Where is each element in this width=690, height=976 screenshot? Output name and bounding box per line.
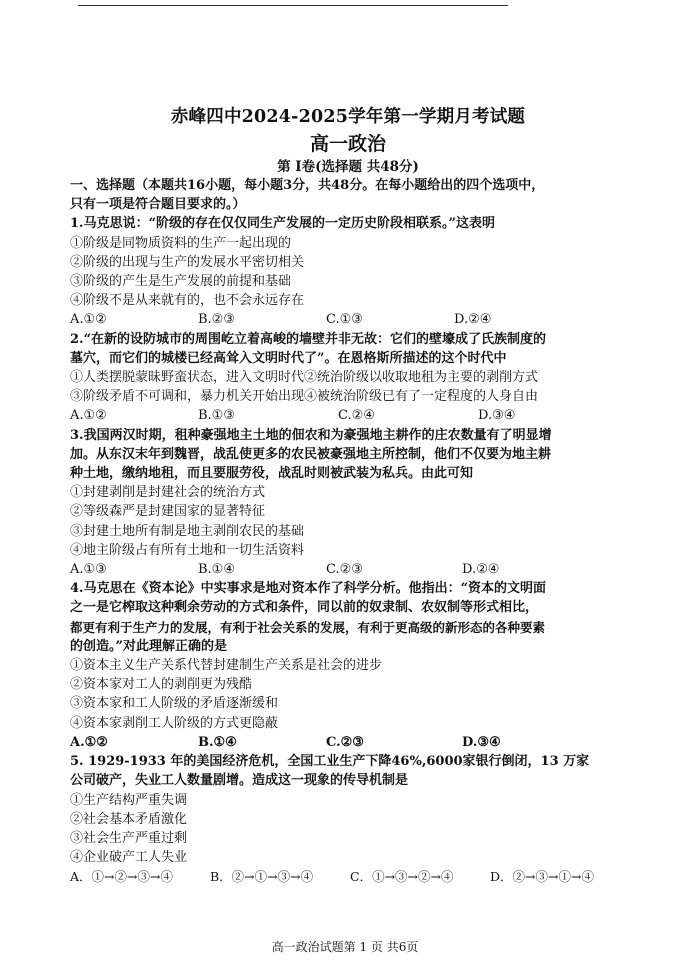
option-b[interactable]: B．②→①→③→④	[210, 869, 314, 885]
statement-item: ①阶级是同物质资料的生产一起出现的	[70, 235, 292, 251]
statement-item: ①人类摆脱蒙昧野蛮状态，进入文明时代②统治阶级以收取地租为主要的剥削方式	[70, 370, 539, 386]
statement-item: ③封建土地所有制是地主剥削农民的基础	[70, 523, 305, 539]
page-footer: 高一政治试题第 1 页 共6页	[271, 940, 419, 954]
question-2	[70, 330, 626, 426]
instructions-line: 只有一项是符合题目要求的。）	[70, 197, 246, 213]
option-a[interactable]: A.①③	[70, 562, 107, 578]
option-c[interactable]: C.②③	[326, 734, 364, 750]
option-c[interactable]: C．①→③→②→④	[350, 869, 454, 885]
answer-options	[70, 406, 626, 425]
statement-item: ③阶级矛盾不可调和，暴力机关开始出现④被统治阶级已有了一定程度的人身自由	[70, 389, 539, 405]
exam-subject: 高一政治	[309, 133, 386, 155]
answer-options	[70, 310, 626, 329]
section-heading: 第 Ⅰ卷(选择题 共48分)	[277, 159, 419, 175]
option-d[interactable]: D.②④	[462, 562, 500, 578]
statement-item: ②阶级的出现与生产的发展水平密切相关	[70, 254, 305, 270]
statement-item: ①封建剥削是封建社会的统治方式	[70, 485, 266, 501]
question-stem: 1.马克思说：“阶级的存在仅仅同生产发展的一定历史阶段相联系。”这表明	[70, 216, 496, 232]
option-d[interactable]: D.③④	[478, 408, 516, 424]
option-b[interactable]: B.①③	[198, 408, 235, 424]
option-d[interactable]: D.②④	[454, 312, 492, 328]
question-stem: 之一是它榨取这种剩余劳动的方式和条件，同以前的奴隶制、农奴制等形式相比，	[70, 600, 539, 616]
statement-item: ③阶级的产生是生产发展的前提和基础	[70, 274, 292, 290]
option-c[interactable]: C.②③	[326, 562, 363, 578]
option-a[interactable]: A.①②	[70, 312, 107, 328]
statement-item: ①资本主义生产关系代替封建制生产关系是社会的进步	[70, 658, 383, 674]
statement-item: ④阶级不是从来就有的，也不会永远存在	[70, 293, 305, 309]
statement-item: ③社会生产严重过剩	[70, 830, 188, 846]
answer-options	[70, 733, 626, 752]
question-1	[70, 214, 626, 329]
question-stem: 3.我国两汉时期，租种豪强地主土地的佃农和为豪强地主耕作的庄农数量有了明显增	[70, 427, 552, 443]
answer-options	[70, 560, 626, 579]
option-d[interactable]: D．②→③→①→④	[490, 869, 594, 885]
exam-page	[70, 104, 626, 887]
statement-item: ③资本家和工人阶级的矛盾逐渐缓和	[70, 696, 279, 712]
exam-title: 赤峰四中2024-2025学年第一学期月考试题	[170, 107, 526, 127]
statement-item: ④地主阶级占有所有土地和一切生活资料	[70, 542, 305, 558]
option-b[interactable]: B.②③	[198, 312, 235, 328]
statement-item: ①生产结构严重失调	[70, 792, 188, 808]
question-stem: 种土地，缴纳地租，而且要服劳役，战乱时则被武装为私兵。由此可知	[70, 466, 474, 482]
question-stem: 都更有利于生产力的发展，有利于社会关系的发展，有利于更高级的新形态的各种要素	[70, 619, 546, 635]
question-3	[70, 426, 626, 580]
option-a[interactable]: A．①→②→③→④	[70, 869, 173, 885]
question-stem: 加。从东汉末年到魏晋，战乱使更多的农民被豪强地主所控制，他们不仅要为地主耕	[70, 446, 552, 462]
option-b[interactable]: B.①④	[198, 562, 235, 578]
question-stem: 4.马克思在《资本论》中实事求是地对资本作了科学分析。他指出：“资本的文明面	[70, 581, 547, 597]
question-stem: 墓穴，而它们的城楼已经高耸入文明时代了”。在恩格斯所描述的这个时代中	[70, 350, 507, 366]
option-a[interactable]: A.①②	[70, 734, 108, 750]
option-b[interactable]: B.①④	[198, 734, 237, 750]
question-stem: 2.“在新的设防城市的周围屹立着高峻的墙壁并非无故：它们的壁壕成了氏族制度的	[70, 331, 547, 347]
instructions-line: 一、选择题（本题共16小题，每小题3分，共48分。在每小题给出的四个选项中，	[70, 178, 545, 193]
statement-item: ④企业破产工人失业	[70, 850, 188, 866]
option-d[interactable]: D.③④	[462, 734, 501, 750]
statement-item: ②社会基本矛盾激化	[70, 811, 188, 827]
question-stem: 5. 1929-1933 年的美国经济危机，全国工业生产下降46%,6000家银行倒闭，13 万家	[70, 754, 590, 770]
header-rule	[78, 5, 508, 6]
question-5	[70, 752, 626, 886]
question-stem: 公司破产，失业工人数量剧增。造成这一现象的传导机制是	[70, 773, 409, 789]
statement-item: ④资本家剥削工人阶级的方式更隐蔽	[70, 715, 279, 731]
option-c[interactable]: C.②④	[338, 408, 375, 424]
option-c[interactable]: C.①③	[326, 312, 363, 328]
option-a[interactable]: A.①②	[70, 408, 107, 424]
question-stem: 的创造。”对此理解正确的是	[70, 638, 227, 654]
statement-item: ②等级森严是封建国家的显著特征	[70, 504, 266, 520]
answer-options	[70, 867, 626, 886]
statement-item: ②资本家对工人的剥削更为残酷	[70, 677, 253, 693]
question-4	[70, 579, 626, 752]
